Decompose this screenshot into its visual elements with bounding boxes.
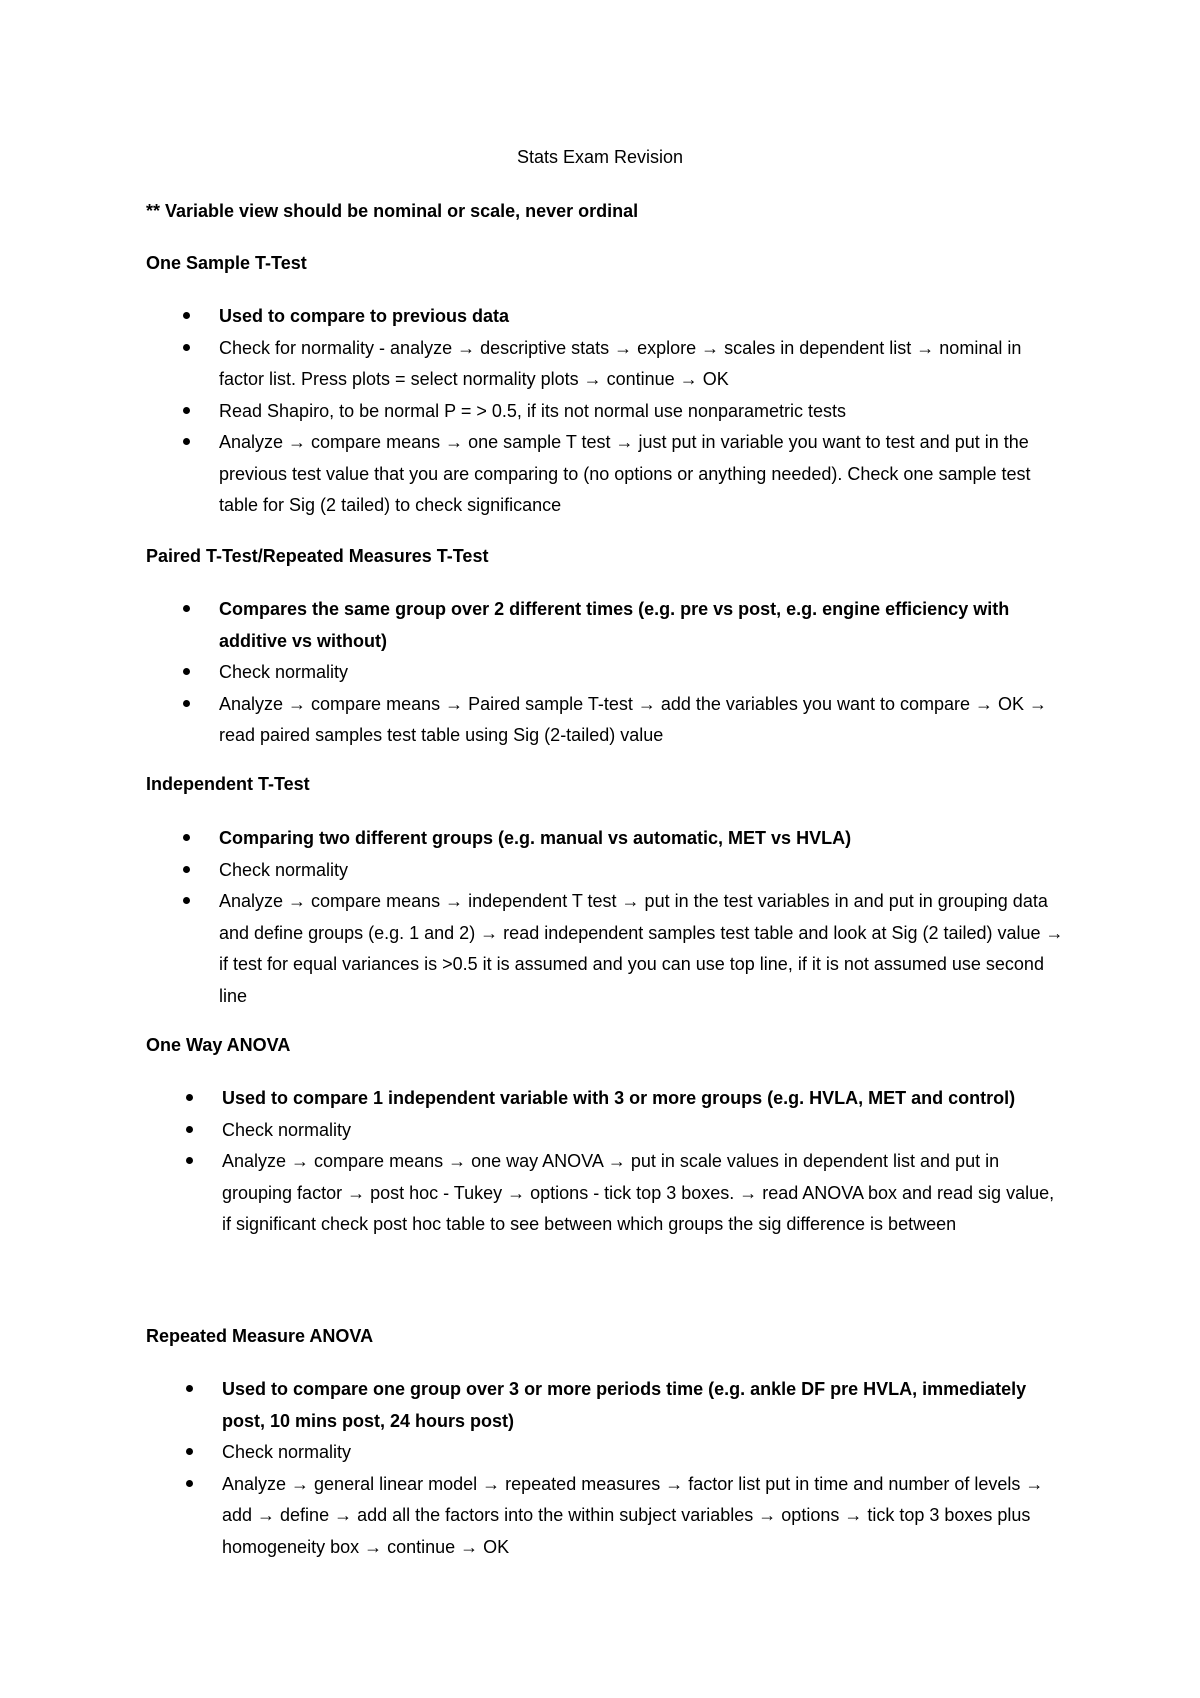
list-item [146, 1115, 1066, 1147]
section-heading-one-sample-t-test: One Sample T-Test [146, 253, 307, 273]
list-item-text: Compares the same group over 2 different times (e.g. pre vs post, e.g. engine efficiency with additive vs without) [219, 599, 1010, 651]
list-item-text: Used to compare 1 independent variable with 3 or more groups (e.g. HVLA, MET and control) [222, 1088, 1016, 1108]
list-item-text: Read Shapiro, to be normal P = > 0.5, if its not normal use nonparametric tests [219, 400, 847, 421]
bullet-icon [186, 1094, 193, 1101]
list-item-text: Analyze → general linear model → repeated measures → factor list put in time and number of levels → add → define → add all the factors into the within subject variables → options → tick top 3 boxes plus homogeneity box → continue → OK [222, 1473, 1044, 1557]
list-item [146, 886, 1066, 1012]
list-item [146, 333, 1066, 396]
bullet-list-one-sample-t-test [146, 301, 1066, 522]
bullet-icon [183, 438, 190, 445]
list-item [146, 823, 1066, 855]
bullet-icon [183, 668, 190, 675]
section-heading-paired-t-test: Paired T-Test/Repeated Measures T-Test [146, 546, 489, 566]
bullet-icon [186, 1448, 193, 1455]
bullet-list-independent-t-test [146, 823, 1066, 1012]
bullet-icon [183, 605, 190, 612]
bullet-icon [183, 344, 190, 351]
list-item [146, 1083, 1066, 1115]
list-item-text: Analyze → compare means → one sample T test → just put in variable you want to test and put in the previous test value that you are comparing to (no options or anything needed). Check one sample test table for Sig (2 tailed) to check significance [219, 432, 1031, 515]
list-item [146, 1374, 1066, 1437]
list-item-text: Check for normality - analyze → descriptive stats → explore → scales in dependent list → nominal in factor list. Press plots = select normality plots → continue → OK [219, 337, 1022, 389]
document-title: Stats Exam Revision [516, 147, 684, 167]
list-item [146, 689, 1066, 752]
bullet-icon [186, 1157, 193, 1164]
list-item [146, 855, 1066, 887]
list-item [146, 427, 1066, 522]
bullet-icon [186, 1385, 193, 1392]
bullet-icon [183, 897, 190, 904]
list-item-text: Check normality [222, 1119, 352, 1140]
list-item [146, 1437, 1066, 1469]
bullet-list-paired-t-test [146, 594, 1066, 752]
list-item [146, 657, 1066, 689]
section-heading-repeated-measure-anova: Repeated Measure ANOVA [146, 1326, 374, 1346]
bullet-list-one-way-anova [146, 1083, 1066, 1241]
bullet-icon [186, 1126, 193, 1133]
list-item [146, 301, 1066, 333]
bullet-list-repeated-measure-anova [146, 1374, 1066, 1563]
bullet-icon [186, 1480, 193, 1487]
list-item-text: Comparing two different groups (e.g. manual vs automatic, MET vs HVLA) [219, 828, 852, 848]
variable-view-note: ** Variable view should be nominal or scale, never ordinal [146, 201, 639, 221]
section-heading-one-way-anova: One Way ANOVA [146, 1035, 291, 1055]
list-item [146, 1469, 1066, 1564]
list-item-text: Check normality [222, 1442, 352, 1462]
list-item [146, 594, 1066, 657]
list-item-text: Analyze → compare means → independent T test → put in the test variables in and put in grouping data and define groups (e.g. 1 and 2) → read independent samples test table and look at Sig (2 tailed) value → if test for equal variances is >0.5 it is assumed and you can use top line, if it is not assumed use second line [219, 891, 1064, 1006]
list-item-text: Check normality [219, 662, 349, 682]
bullet-icon [183, 312, 190, 319]
list-item-text: Check normality [219, 859, 349, 880]
bullet-icon [183, 866, 190, 873]
bullet-icon [183, 407, 190, 414]
bullet-icon [183, 700, 190, 707]
list-item-text: Used to compare one group over 3 or more periods time (e.g. ankle DF pre HVLA, immediately post, 10 mins post, 24 hours post) [222, 1379, 1027, 1431]
list-item-text: Analyze → compare means → one way ANOVA → put in scale values in dependent list and put in grouping factor → post hoc - Tukey → options - tick top 3 boxes. → read ANOVA box and read sig value, if significant check post hoc table to see between which groups the sig difference is between [222, 1151, 1055, 1234]
list-item-text: Used to compare to previous data [219, 306, 510, 326]
list-item [146, 1146, 1066, 1241]
section-heading-independent-t-test: Independent T-Test [146, 774, 310, 794]
bullet-icon [183, 834, 190, 841]
list-item [146, 396, 1066, 428]
list-item-text: Analyze → compare means → Paired sample T-test → add the variables you want to compare → OK → read paired samples test table using Sig (2-tailed) value [219, 693, 1048, 745]
